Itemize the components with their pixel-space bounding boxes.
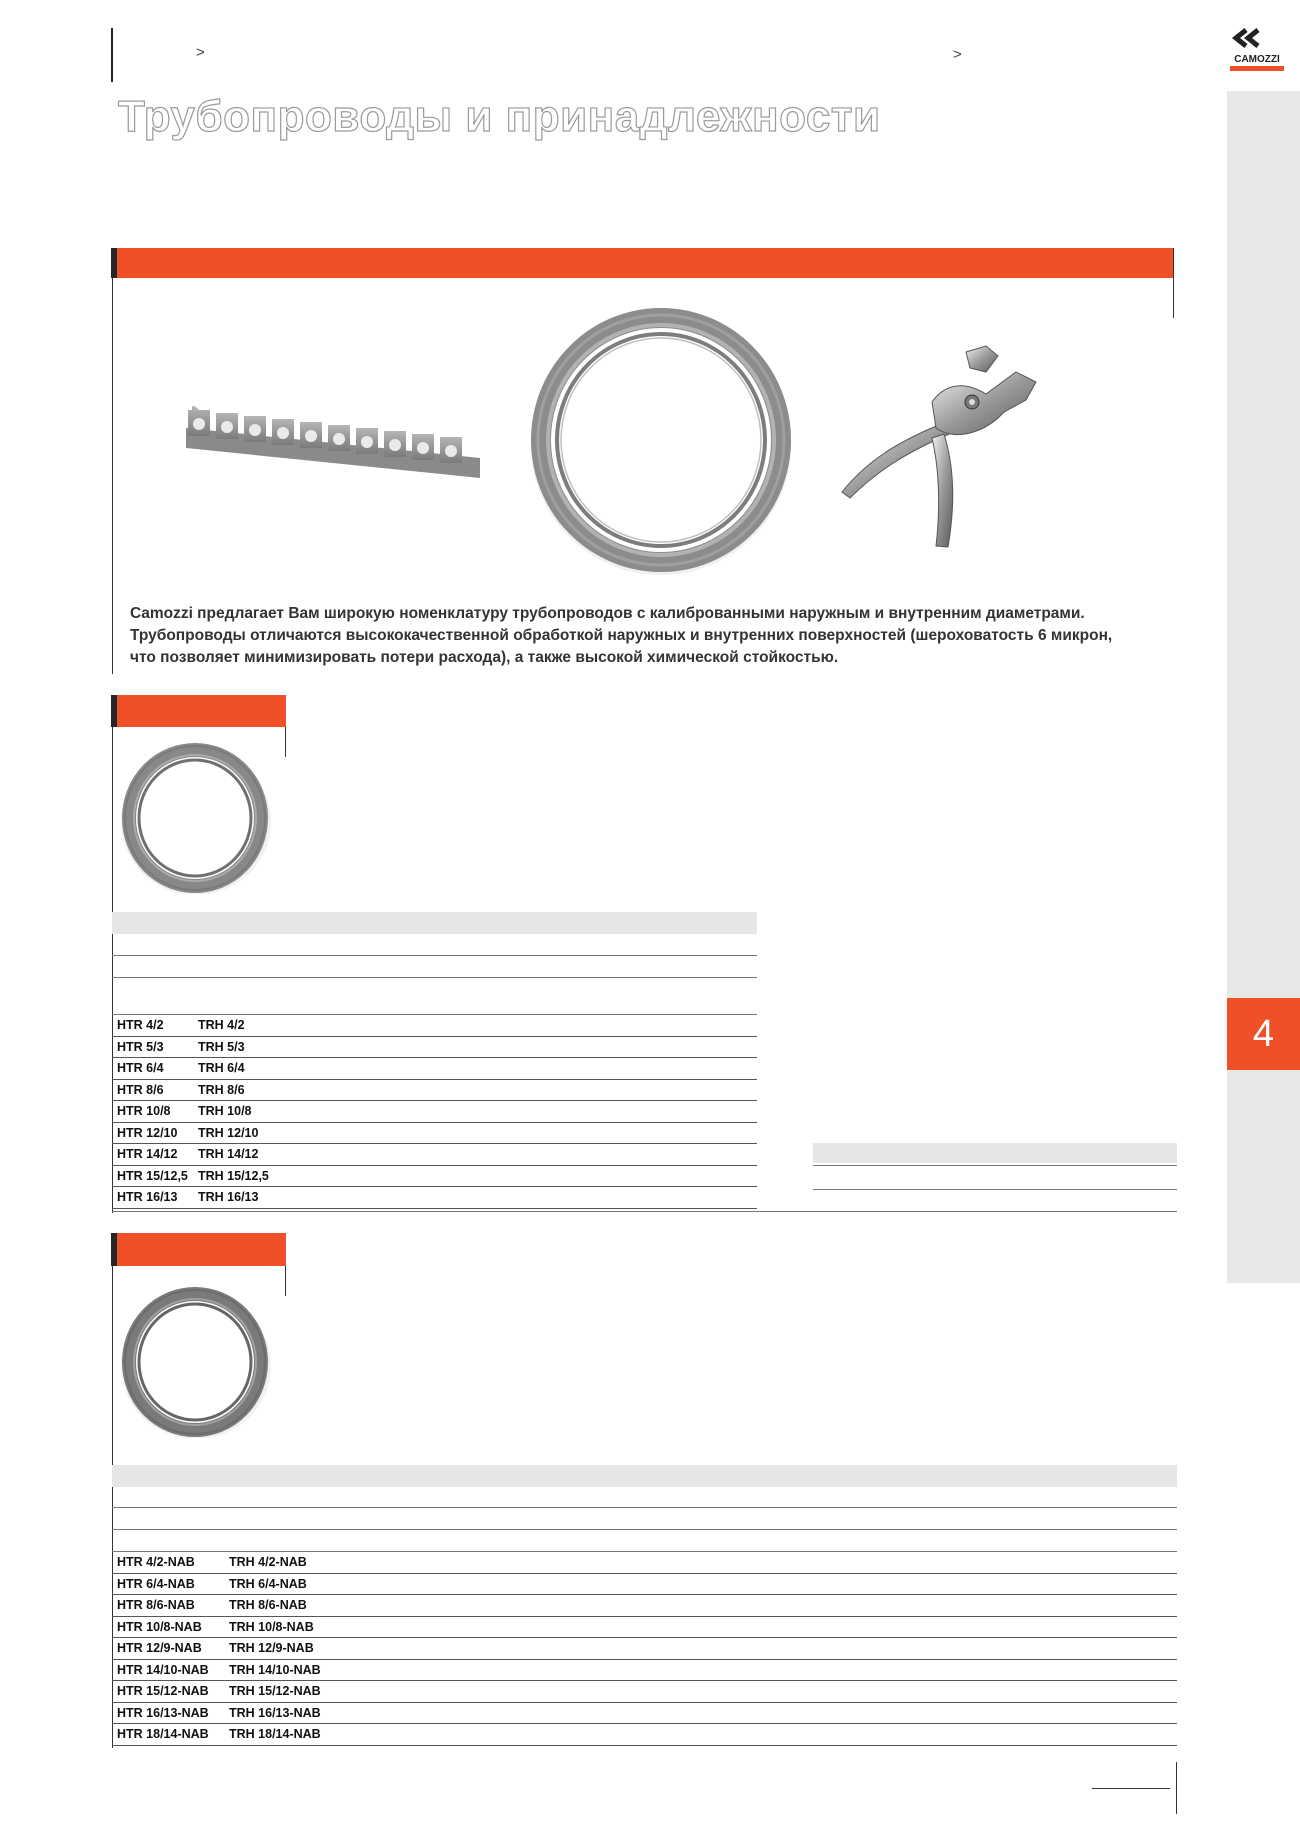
- section-frame-right: [1173, 248, 1174, 318]
- code-htr: HTR 15/12-NAB: [112, 1681, 224, 1703]
- code-trh: TRH 6/4: [193, 1058, 757, 1080]
- code-htr: HTR 16/13: [112, 1187, 193, 1209]
- code-htr: HTR 15/12,5: [112, 1165, 193, 1187]
- code-trh: TRH 6/4-NAB: [224, 1573, 1177, 1595]
- table-row: [112, 1552, 1177, 1573]
- code-htr: HTR 6/4-NAB: [112, 1573, 224, 1595]
- code-trh: TRH 8/6: [193, 1079, 757, 1101]
- section-frame-left: [112, 278, 113, 674]
- chapter-tab[interactable]: 4: [1227, 998, 1300, 1070]
- tube-table: [112, 1015, 757, 1209]
- table-row: [112, 1724, 1177, 1746]
- section-header-bar: [117, 248, 1173, 278]
- intro-line: Camozzi предлагает Вам широкую номенклатуру трубопроводов с калиброванными наружным и внутренним диаметрами.: [130, 605, 1085, 622]
- tube-cutter-pliers-image: [836, 342, 1048, 552]
- table-row: [112, 1036, 757, 1058]
- table-row: [112, 1573, 1177, 1595]
- intro-line: что позволяет минимизировать потери расхода), а также высокой химической стойкостью.: [130, 649, 839, 666]
- code-htr: HTR 4/2-NAB: [112, 1552, 224, 1573]
- code-htr: HTR 5/3: [112, 1036, 193, 1058]
- code-trh: TRH 12/10: [193, 1122, 757, 1144]
- svg-text:CAMOZZI: CAMOZZI: [1234, 54, 1280, 65]
- code-trh: TRH 8/6-NAB: [224, 1595, 1177, 1617]
- code-htr: HTR 18/14-NAB: [112, 1724, 224, 1746]
- code-trh: TRH 12/9-NAB: [224, 1638, 1177, 1660]
- code-trh: TRH 4/2-NAB: [224, 1552, 1177, 1573]
- page-footer-divider: [1176, 1762, 1177, 1814]
- code-htr: HTR 8/6: [112, 1079, 193, 1101]
- code-trh: TRH 10/8: [193, 1101, 757, 1123]
- table-header-row: [112, 1465, 1177, 1487]
- table-row: [112, 1015, 757, 1036]
- breadcrumb-separator[interactable]: >: [196, 44, 205, 61]
- table-divider: [112, 1507, 1177, 1508]
- table-row: [112, 1659, 1177, 1681]
- code-trh: TRH 5/3: [193, 1036, 757, 1058]
- table-row: [112, 1702, 1177, 1724]
- table-row: [112, 1681, 1177, 1703]
- code-trh: TRH 18/14-NAB: [224, 1724, 1177, 1746]
- side-strip: [1227, 91, 1300, 1283]
- code-trh: TRH 16/13-NAB: [224, 1702, 1177, 1724]
- table-row: [112, 1616, 1177, 1638]
- table-divider: [112, 1529, 1177, 1530]
- table-row: [112, 1187, 757, 1209]
- subsection-header-bar: [117, 1233, 286, 1266]
- intro-line: Трубопроводы отличаются высококачественной обработкой наружных и внутренних поверхностей (шероховатость 6 микрон,: [130, 627, 1113, 644]
- code-htr: HTR 12/9-NAB: [112, 1638, 224, 1660]
- code-htr: HTR 12/10: [112, 1122, 193, 1144]
- breadcrumb-separator[interactable]: >: [953, 46, 962, 63]
- nab-tube-table: [112, 1552, 1177, 1746]
- code-htr: HTR 14/12: [112, 1144, 193, 1166]
- code-trh: TRH 14/10-NAB: [224, 1659, 1177, 1681]
- code-trh: TRH 15/12,5: [193, 1165, 757, 1187]
- page-title: Трубопроводы и принадлежности: [118, 92, 881, 141]
- tube-coil-thumbnail: [120, 742, 272, 894]
- side-table-divider: [813, 1165, 1177, 1166]
- code-htr: HTR 16/13-NAB: [112, 1702, 224, 1724]
- code-trh: TRH 16/13: [193, 1187, 757, 1209]
- table-row: [112, 1079, 757, 1101]
- code-trh: TRH 4/2: [193, 1015, 757, 1036]
- table-divider: [112, 955, 757, 956]
- table-row: [112, 1101, 757, 1123]
- nab-tube-coil-thumbnail: [120, 1286, 272, 1438]
- code-trh: TRH 10/8-NAB: [224, 1616, 1177, 1638]
- subsection-frame-right: [285, 1266, 286, 1296]
- code-trh: TRH 14/12: [193, 1144, 757, 1166]
- table-row: [112, 1638, 1177, 1660]
- tube-holder-clip-image: [180, 398, 486, 488]
- side-table-header: [813, 1143, 1177, 1163]
- code-trh: TRH 15/12-NAB: [224, 1681, 1177, 1703]
- side-table-divider: [813, 1189, 1177, 1190]
- table-divider: [112, 977, 757, 978]
- code-htr: HTR 14/10-NAB: [112, 1659, 224, 1681]
- table-row: [112, 1595, 1177, 1617]
- table-row: [112, 1144, 757, 1166]
- camozzi-logo: [1226, 24, 1288, 74]
- code-htr: HTR 10/8-NAB: [112, 1616, 224, 1638]
- code-htr: HTR 8/6-NAB: [112, 1595, 224, 1617]
- breadcrumb-divider: [111, 28, 113, 82]
- code-htr: HTR 4/2: [112, 1015, 193, 1036]
- table-header-row: [112, 912, 757, 934]
- section-bottom-line: [112, 1211, 1177, 1212]
- tube-coil-image: [530, 305, 792, 575]
- subsection-header-bar: [117, 695, 286, 727]
- intro-text: [130, 603, 1180, 669]
- subsection-frame-right: [285, 727, 286, 757]
- table-row: [112, 1122, 757, 1144]
- code-htr: HTR 10/8: [112, 1101, 193, 1123]
- table-row: [112, 1165, 757, 1187]
- table-row: [112, 1058, 757, 1080]
- page-number-line: [1092, 1788, 1170, 1789]
- code-htr: HTR 6/4: [112, 1058, 193, 1080]
